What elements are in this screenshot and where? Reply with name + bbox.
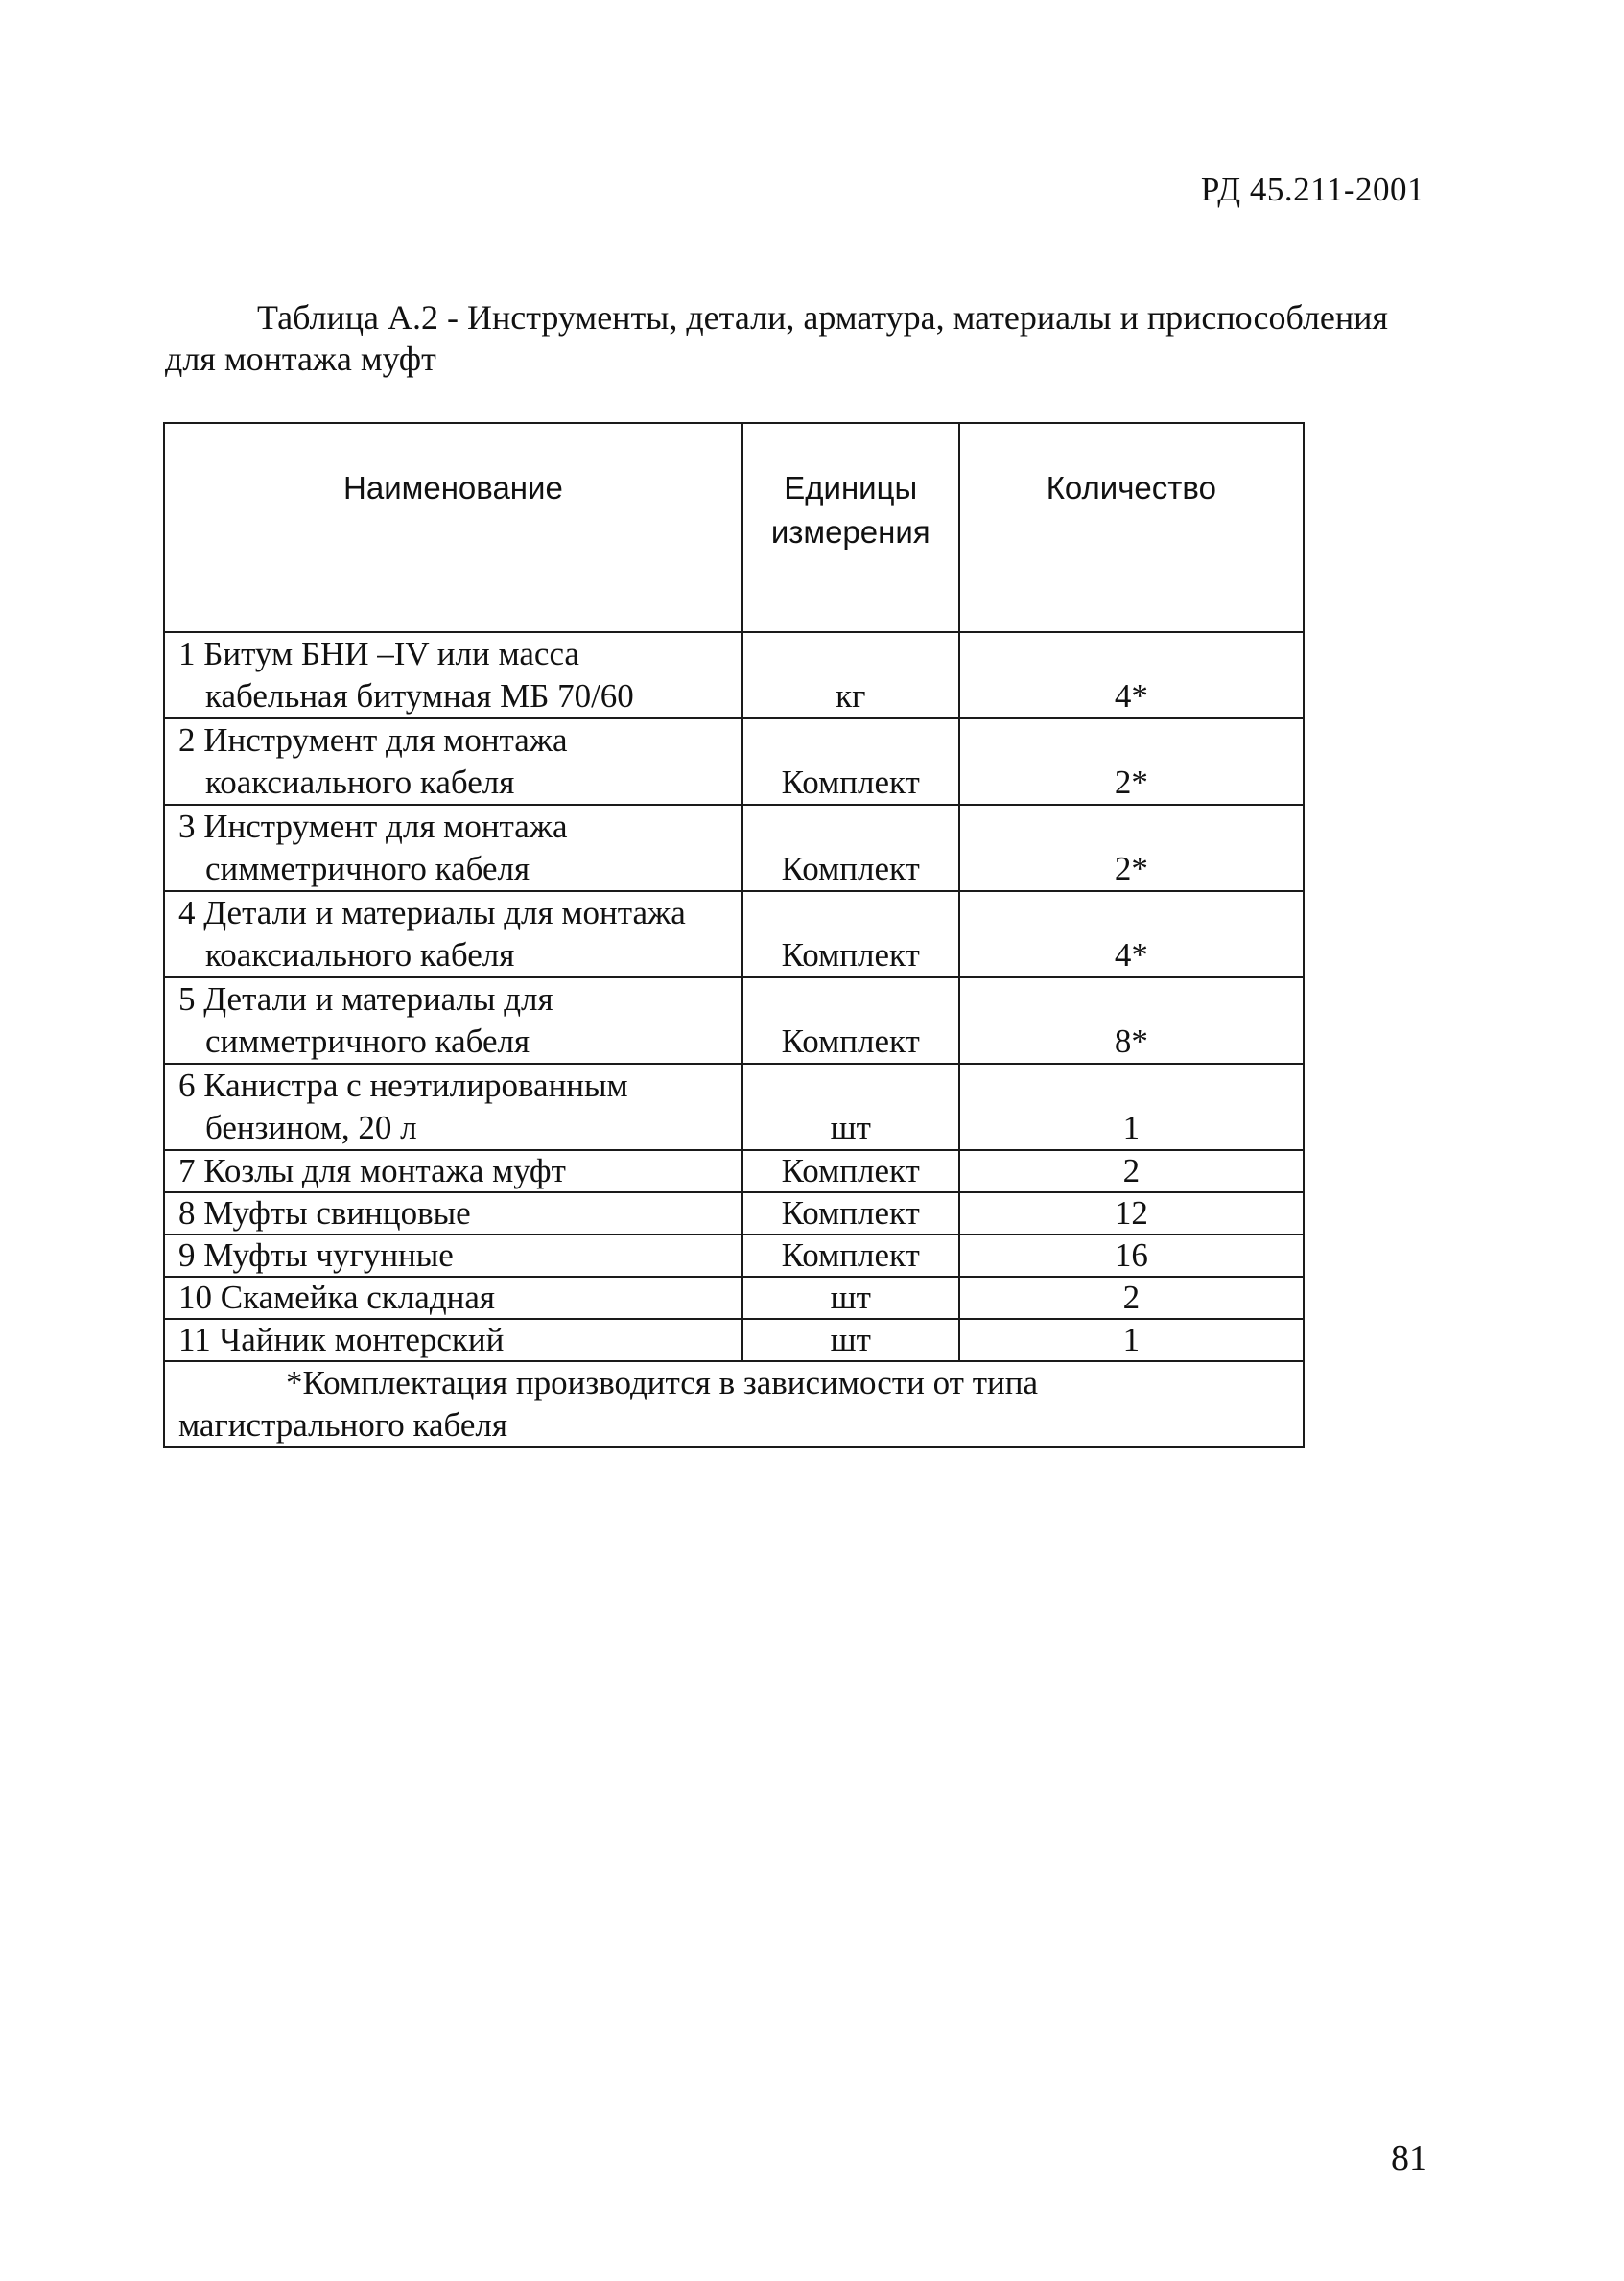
table-row (164, 1235, 1304, 1277)
row-name-line2: бензином, 20 л (205, 1109, 417, 1146)
row-unit-cell: шт (742, 1319, 959, 1361)
row-quantity-cell: 2* (959, 718, 1304, 805)
row-unit-cell: Комплект (742, 1235, 959, 1277)
table-row (164, 891, 1304, 977)
table-footnote-row (164, 1361, 1304, 1447)
row-unit-cell: Комплект (742, 718, 959, 805)
table-row (164, 1277, 1304, 1319)
row-quantity-cell: 8* (959, 977, 1304, 1064)
row-name-cell: 9 Муфты чугунные (164, 1235, 742, 1277)
row-name-line1: 4 Детали и материалы для монтажа (178, 894, 686, 931)
equipment-table (163, 422, 1305, 1448)
table-row (164, 718, 1304, 805)
row-quantity-cell: 2* (959, 805, 1304, 891)
row-name-cell (164, 1064, 742, 1150)
row-name-cell (164, 718, 742, 805)
row-name-cell (164, 977, 742, 1064)
row-name-line1: 6 Канистра с неэтилированным (178, 1067, 628, 1104)
table-row (164, 1064, 1304, 1150)
column-header-unit (742, 423, 959, 632)
table-header-row (164, 423, 1304, 632)
table-caption (165, 297, 1441, 380)
table-caption-line2: для монтажа муфт (165, 340, 436, 379)
row-quantity-cell: 16 (959, 1235, 1304, 1277)
column-header-unit-line2: измерения (770, 514, 930, 550)
row-quantity-cell: 12 (959, 1192, 1304, 1235)
table-caption-line1: Таблица А.2 - Инструменты, детали, арматура, материалы и приспособления (257, 298, 1388, 337)
row-name-line1: 5 Детали и материалы для (178, 980, 553, 1018)
column-header-unit-line1: Единицы (784, 470, 918, 506)
table-row (164, 805, 1304, 891)
row-name-cell: 11 Чайник монтерский (164, 1319, 742, 1361)
row-name-line1: 2 Инструмент для монтажа (178, 721, 568, 759)
row-name-line2: симметричного кабеля (205, 1023, 530, 1060)
column-header-quantity: Количество (959, 423, 1304, 632)
row-name-line2: коаксиального кабеля (205, 936, 515, 974)
row-unit-cell: Комплект (742, 805, 959, 891)
row-quantity-cell: 4* (959, 632, 1304, 718)
row-quantity-cell: 2 (959, 1277, 1304, 1319)
row-name-line2: кабельная битумная МБ 70/60 (205, 677, 634, 715)
column-header-name: Наименование (164, 423, 742, 632)
page-number: 81 (1391, 2138, 1427, 2178)
row-unit-cell: кг (742, 632, 959, 718)
table-footnote-line1: *Комплектация производится в зависимости от типа (286, 1364, 1038, 1401)
row-quantity-cell: 2 (959, 1150, 1304, 1192)
table-row (164, 977, 1304, 1064)
row-name-cell: 7 Козлы для монтажа муфт (164, 1150, 742, 1192)
row-name-cell (164, 805, 742, 891)
row-unit-cell: Комплект (742, 1150, 959, 1192)
document-code: РД 45.211-2001 (1200, 171, 1424, 208)
table-row (164, 1150, 1304, 1192)
row-unit-cell: Комплект (742, 891, 959, 977)
row-name-cell (164, 891, 742, 977)
row-name-line1: 3 Инструмент для монтажа (178, 808, 568, 845)
row-name-line1: 1 Битум БНИ –IV или масса (178, 635, 579, 672)
row-unit-cell: Комплект (742, 1192, 959, 1235)
row-name-line2: симметричного кабеля (205, 850, 530, 887)
row-name-cell (164, 632, 742, 718)
row-quantity-cell: 1 (959, 1319, 1304, 1361)
row-unit-cell: Комплект (742, 977, 959, 1064)
table-row (164, 1192, 1304, 1235)
row-quantity-cell: 1 (959, 1064, 1304, 1150)
row-name-cell: 8 Муфты свинцовые (164, 1192, 742, 1235)
row-name-cell: 10 Скамейка складная (164, 1277, 742, 1319)
table-row (164, 1319, 1304, 1361)
table-row (164, 632, 1304, 718)
row-unit-cell: шт (742, 1277, 959, 1319)
row-quantity-cell: 4* (959, 891, 1304, 977)
row-unit-cell: шт (742, 1064, 959, 1150)
table-footnote (164, 1361, 1304, 1447)
row-name-line2: коаксиального кабеля (205, 764, 515, 801)
table-footnote-line2: магистрального кабеля (178, 1406, 507, 1444)
